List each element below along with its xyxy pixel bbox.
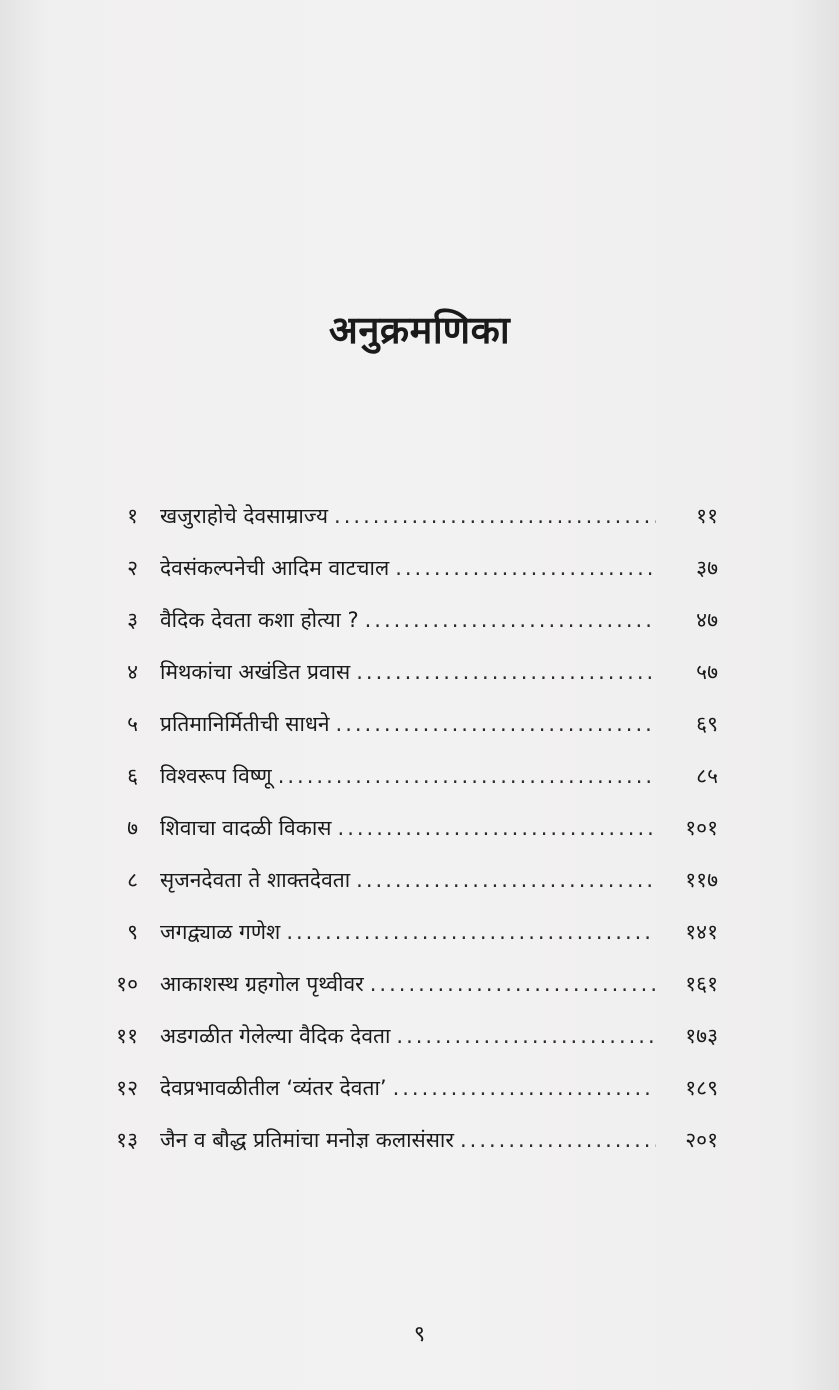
toc-leader-dots	[393, 1062, 656, 1114]
toc-entry-number: १०	[116, 972, 138, 996]
toc-leader-dots	[370, 958, 656, 1010]
toc-entry	[78, 854, 718, 906]
toc-entry-page: ११	[696, 504, 718, 528]
toc-leader-dots	[334, 490, 656, 542]
toc-entry-number: ४	[127, 660, 138, 684]
page-number: ९	[413, 1322, 426, 1347]
toc-entry-title: सृजनदेवता ते शाक्तदेवता	[160, 868, 351, 892]
toc-entry-page: १६१	[685, 972, 718, 996]
toc-entry-page: ५७	[696, 660, 718, 684]
toc-entry-number: ९	[127, 920, 138, 944]
toc-entry-number: ५	[127, 712, 138, 736]
toc-entry-number: २	[127, 556, 138, 580]
toc-entry-title: शिवाचा वादळी विकास	[160, 816, 332, 840]
toc-leader-dots	[278, 750, 656, 802]
toc-entry-title: जगद्व्याळ गणेश	[160, 920, 281, 944]
toc-entry-title: विश्वरूप विष्णू	[160, 764, 272, 788]
toc-entry	[78, 1114, 718, 1166]
toc-entry-page: ११७	[685, 868, 718, 892]
toc-leader-dots	[336, 698, 656, 750]
toc-leader-dots	[356, 854, 656, 906]
toc-leader-dots	[365, 594, 656, 646]
page-title: अनुक्रमणिका	[328, 308, 511, 353]
toc-leader-dots	[396, 1010, 656, 1062]
toc-entry-title: आकाशस्थ ग्रहगोल पृथ्वीवर	[160, 972, 364, 996]
toc-entry-page: १८९	[685, 1076, 718, 1100]
table-of-contents	[78, 490, 718, 1166]
toc-entry	[78, 1010, 718, 1062]
toc-entry-number: १३	[116, 1128, 138, 1152]
toc-entry	[78, 906, 718, 958]
toc-entry-number: १	[127, 504, 138, 528]
toc-entry-page: १४१	[685, 920, 718, 944]
toc-entry	[78, 698, 718, 750]
toc-entry-page: १७३	[685, 1024, 718, 1048]
toc-entry-title: जैन व बौद्ध प्रतिमांचा मनोज्ञ कलासंसार	[160, 1128, 454, 1152]
toc-entry	[78, 802, 718, 854]
toc-entry-page: ६९	[696, 712, 718, 736]
toc-entry	[78, 958, 718, 1010]
toc-entry-title: खजुराहोचे देवसाम्राज्य	[160, 504, 329, 528]
toc-entry-page: ८५	[696, 764, 718, 788]
toc-entry-title: देवप्रभावळीतील ‘व्यंतर देवता’	[160, 1076, 387, 1100]
toc-entry-title: देवसंकल्पनेची आदिम वाटचाल	[160, 556, 390, 580]
toc-entry-page: २०१	[685, 1128, 718, 1152]
toc-entry-number: ७	[127, 816, 138, 840]
toc-leader-dots	[356, 646, 656, 698]
toc-leader-dots	[286, 906, 656, 958]
toc-entry-number: ३	[127, 608, 138, 632]
toc-leader-dots	[460, 1114, 656, 1166]
toc-leader-dots	[338, 802, 656, 854]
toc-entry	[78, 542, 718, 594]
toc-entry-number: १२	[116, 1076, 138, 1100]
toc-entry	[78, 594, 718, 646]
toc-entry	[78, 490, 718, 542]
toc-entry-title: वैदिक देवता कशा होत्या ?	[160, 608, 359, 632]
toc-entry-page: १०१	[685, 816, 718, 840]
toc-entry-title: अडगळीत गेलेल्या वैदिक देवता	[160, 1024, 391, 1048]
toc-entry-number: ८	[127, 868, 138, 892]
toc-entry-title: मिथकांचा अखंडित प्रवास	[160, 660, 351, 684]
toc-entry	[78, 1062, 718, 1114]
toc-entry-page: ४७	[696, 608, 718, 632]
toc-entry-page: ३७	[696, 556, 718, 580]
toc-entry-number: ६	[127, 764, 138, 788]
toc-entry-number: ११	[116, 1024, 138, 1048]
toc-entry	[78, 750, 718, 802]
toc-entry-title: प्रतिमानिर्मितीची साधने	[160, 712, 330, 736]
toc-leader-dots	[395, 542, 656, 594]
toc-entry	[78, 646, 718, 698]
